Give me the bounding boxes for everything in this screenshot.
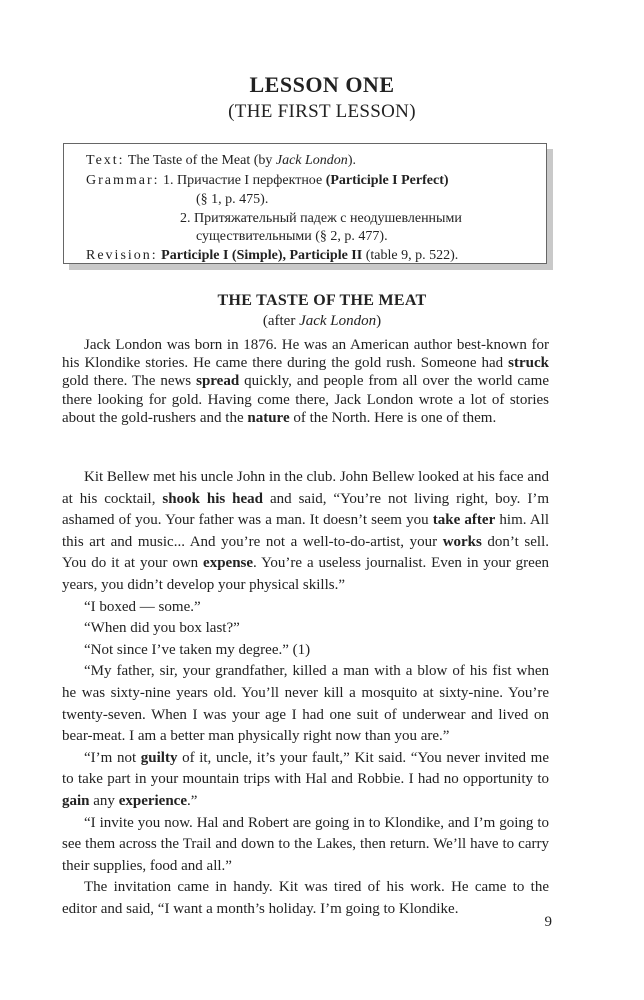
story-paragraph <box>62 877 549 920</box>
vocab-word: struck <box>508 355 549 372</box>
text-run: The invitation came in handy. Kit was tired of his work. He came to the editor and said, “I want a month’s holiday. I’m going to Klondike. <box>62 879 549 917</box>
vocab-word: expense <box>203 555 254 572</box>
grammar-item-2: 2. Притяжательный падеж с неодушевленными <box>180 211 462 226</box>
story-subtitle: (after Jack London) <box>262 313 382 329</box>
text-run: Kit Bellew met his uncle John in the club. John Bellew looked at his face and at his cocktail, <box>62 469 549 507</box>
grammar-label: Grammar: <box>86 173 160 188</box>
story-paragraph <box>62 748 549 813</box>
text-run: of the North. Here is one of them. <box>289 409 497 426</box>
vocab-word: spread <box>196 373 240 390</box>
grammar-item-2-cont: существительными (§ 2, p. 477). <box>196 229 388 244</box>
story-paragraph <box>62 467 549 597</box>
story-paragraph <box>62 813 549 878</box>
revision-label: Revision: <box>86 248 158 263</box>
text-run: “Not since I’ve taken my degree.” (1) <box>84 641 311 658</box>
revision-bold: Participle I (Simple), Participle II <box>161 248 363 263</box>
vocab-word: nature <box>247 409 290 426</box>
text-label: Text: <box>86 153 125 168</box>
intro-paragraph <box>62 336 549 427</box>
text-line <box>86 152 356 170</box>
text-run: “I’m not <box>84 749 141 766</box>
vocab-word: guilty <box>140 749 178 766</box>
text-value: The Taste of the Meat (by Jack London). <box>127 153 356 168</box>
grammar-item-1-ref: (§ 1, p. 475). <box>196 192 269 207</box>
text-run: and said, “You’re not living right, boy. I’m ashamed of you. Your father was a man. It doesn’t seem you <box>62 490 549 529</box>
text-run: “My father, sir, your grandfather, killed a man with a blow of his fist when he was sixty-nine years old. You’ll never kill a mosquito at sixty-nine. You’re twenty-seven. When I was your age I had one suit of underwear and lived on bear-meat. I am a better man physically right now than you are.” <box>62 663 549 745</box>
text-run: “When did you box last?” <box>84 620 240 637</box>
text-run: quickly, and people from all over the world came there looking for gold. Having come there, Jack London wrote a lot of stories about the gold-rushers and the <box>62 373 549 426</box>
story-paragraph <box>62 618 549 640</box>
text-run: any <box>89 792 119 809</box>
story-paragraph <box>62 661 549 747</box>
vocab-word: take after <box>432 512 496 529</box>
story-paragraph <box>62 597 549 619</box>
page-number: 9 <box>544 914 552 930</box>
story-paragraph <box>62 640 549 662</box>
text-run: “I boxed — some.” <box>84 598 201 615</box>
text-run: .” <box>187 792 198 809</box>
text-run: don’t sell. You do it at your own <box>62 533 549 572</box>
text-run: . You’re a useless journalist. Even in your green years, you didn’t develop your physical skills.” <box>62 555 549 593</box>
vocab-word: experience <box>118 792 187 809</box>
story-title: THE TASTE OF THE MEAT <box>217 292 427 309</box>
text-run: “I invite you now. Hal and Robert are going in to Klondike, and I’m going to see them across the Trail and down to the Lakes, then return. We’ll have to carry their supplies, food and all.” <box>62 814 549 874</box>
vocab-word: gain <box>62 792 90 809</box>
vocab-word: shook his head <box>162 490 264 507</box>
text-run: of it, uncle, it’s your fault,” Kit said. “You never invited me to take part in your mountain trips with Hal and Robbie. I had no opportunity to <box>62 749 549 788</box>
text-run: Jack London was born in 1876. He was an American author best-known for his Klondike stories. He came there during the gold rush. Someone had <box>62 337 549 372</box>
lesson-summary-box <box>63 143 547 264</box>
grammar-item-1: 1. Причастие I перфектное (Participle I Perfect) <box>163 173 449 188</box>
revision-line <box>86 247 458 265</box>
text-run: gold there. The news <box>62 373 197 390</box>
grammar-line <box>86 172 449 190</box>
lesson-title: LESSON ONE <box>249 72 395 97</box>
vocab-word: works <box>442 533 482 550</box>
revision-suffix: (table 9, p. 522). <box>362 248 459 263</box>
story-body <box>62 467 549 920</box>
text-run: him. All this art and music... And you’re not a well-to-do-artist, your <box>62 512 549 550</box>
lesson-subtitle: (THE FIRST LESSON) <box>228 101 416 122</box>
